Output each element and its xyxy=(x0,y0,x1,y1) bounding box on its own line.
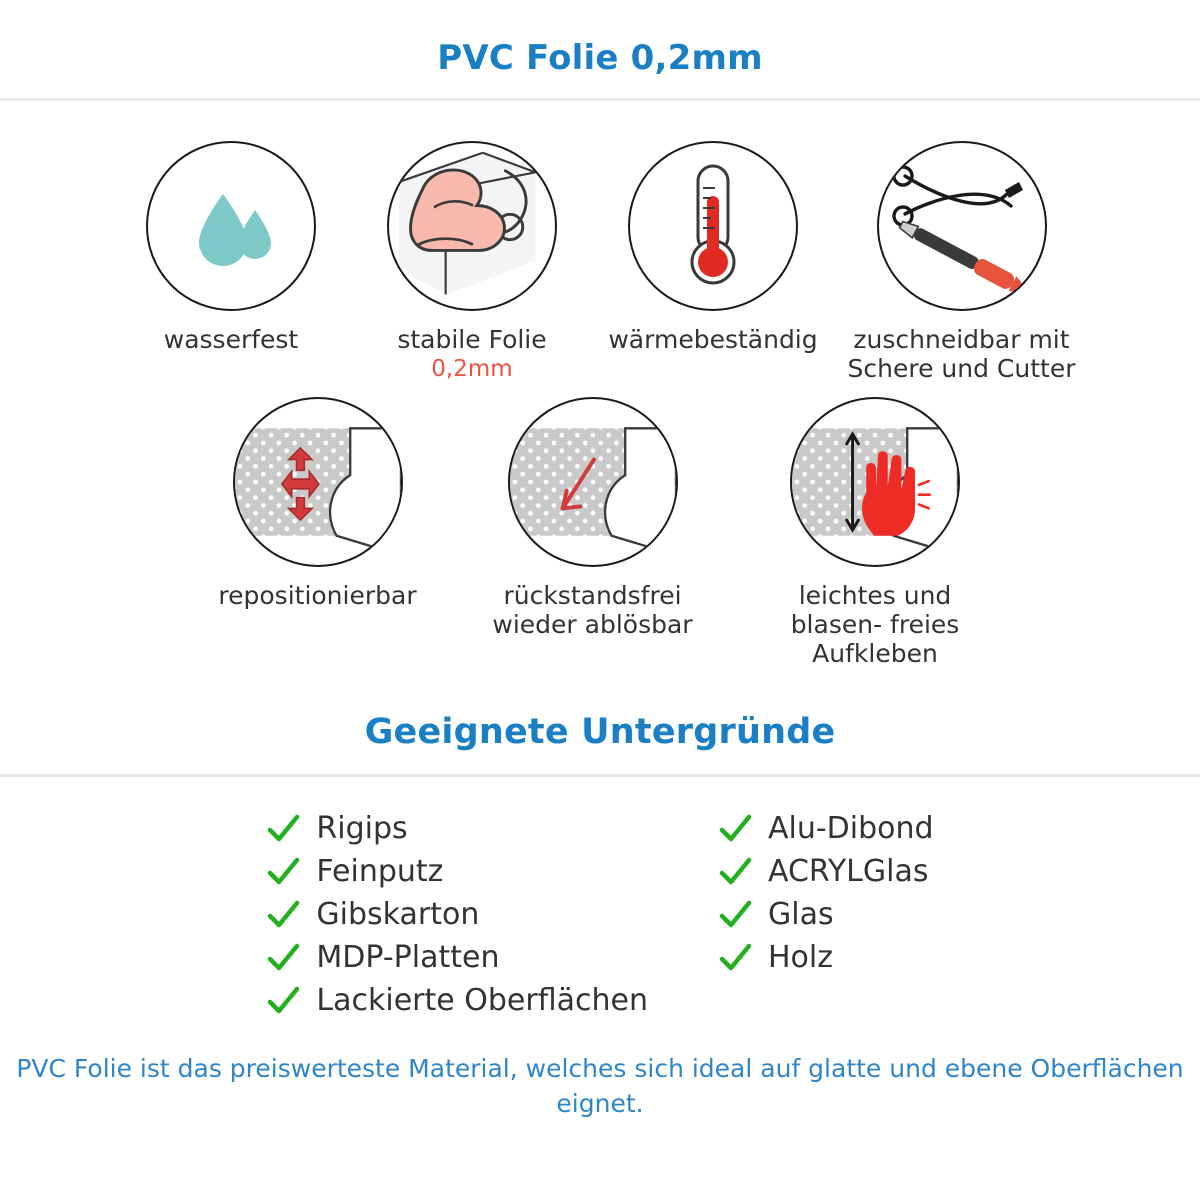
check-icon xyxy=(718,855,752,889)
list-item-label: Feinputz xyxy=(316,854,444,889)
hand-smooth-icon xyxy=(790,397,960,567)
feature-label: rückstandsfrei wieder ablösbar xyxy=(492,581,693,639)
feature-caption xyxy=(485,581,700,639)
feature-zuschneidbar xyxy=(847,141,1077,383)
feature-label: leichtes und blasen- freies Aufkleben xyxy=(790,581,960,668)
feature-row-1 xyxy=(0,101,1200,383)
page-title: PVC Folie 0,2mm xyxy=(437,38,763,78)
list-item-label: Gibskarton xyxy=(316,897,480,932)
list-item-label: ACRYLGlas xyxy=(767,854,929,889)
water-drops-icon xyxy=(146,141,316,311)
check-icon xyxy=(718,812,752,846)
strong-arm-icon xyxy=(387,141,557,311)
substrate-list-left xyxy=(266,811,648,1018)
check-icon xyxy=(266,898,300,932)
list-item-label: Glas xyxy=(767,897,834,932)
feature-repositionierbar xyxy=(210,397,425,610)
list-item xyxy=(266,983,648,1018)
feature-caption xyxy=(847,325,1077,383)
list-item xyxy=(266,940,648,975)
section-title: Geeignete Untergründe xyxy=(364,712,836,752)
list-item-label: Lackierte Oberflächen xyxy=(316,983,648,1018)
feature-label: wärmebeständig xyxy=(608,325,818,354)
feature-label: zuschneidbar mit Schere und Cutter xyxy=(847,325,1076,383)
check-icon xyxy=(266,812,300,846)
substrate-lists xyxy=(0,777,1200,1018)
feature-rueckstandsfrei xyxy=(485,397,700,639)
check-icon xyxy=(718,898,752,932)
list-item xyxy=(718,897,934,932)
peel-off-icon xyxy=(508,397,678,567)
feature-wasserfest xyxy=(124,141,339,354)
list-item-label: MDP-Platten xyxy=(316,940,500,975)
check-icon xyxy=(718,941,752,975)
list-item-label: Holz xyxy=(767,940,833,975)
substrate-list-right xyxy=(718,811,934,1018)
feature-caption xyxy=(397,325,546,383)
list-item xyxy=(266,811,648,846)
feature-caption xyxy=(164,325,299,354)
reposition-arrows-icon xyxy=(233,397,403,567)
feature-label: wasserfest xyxy=(163,325,299,354)
feature-caption xyxy=(760,581,990,668)
feature-blasenfrei xyxy=(760,397,990,668)
list-item xyxy=(718,940,934,975)
check-icon xyxy=(266,984,300,1018)
list-item xyxy=(718,811,934,846)
feature-waermebestaendig xyxy=(606,141,821,354)
list-item-label: Rigips xyxy=(316,811,408,846)
list-item xyxy=(266,897,648,932)
feature-row-2 xyxy=(0,383,1200,668)
feature-caption xyxy=(218,581,416,610)
subtitle-section xyxy=(0,712,1200,777)
list-item-label: Alu-Dibond xyxy=(767,811,934,846)
feature-stabile-folie xyxy=(365,141,580,383)
thermometer-icon xyxy=(628,141,798,311)
footnote-text: PVC Folie ist das preiswerteste Material, welches sich ideal auf glatte und ebene Oberflächen eignet. xyxy=(16,1054,1184,1118)
feature-label: repositionierbar xyxy=(218,581,417,610)
feature-caption xyxy=(608,325,817,354)
list-item xyxy=(266,854,648,889)
feature-label: stabile Folie xyxy=(397,325,547,354)
scissors-cutter-icon xyxy=(877,141,1047,311)
check-icon xyxy=(266,855,300,889)
list-item xyxy=(718,854,934,889)
check-icon xyxy=(266,941,300,975)
feature-sublabel: 0,2mm xyxy=(431,356,513,382)
